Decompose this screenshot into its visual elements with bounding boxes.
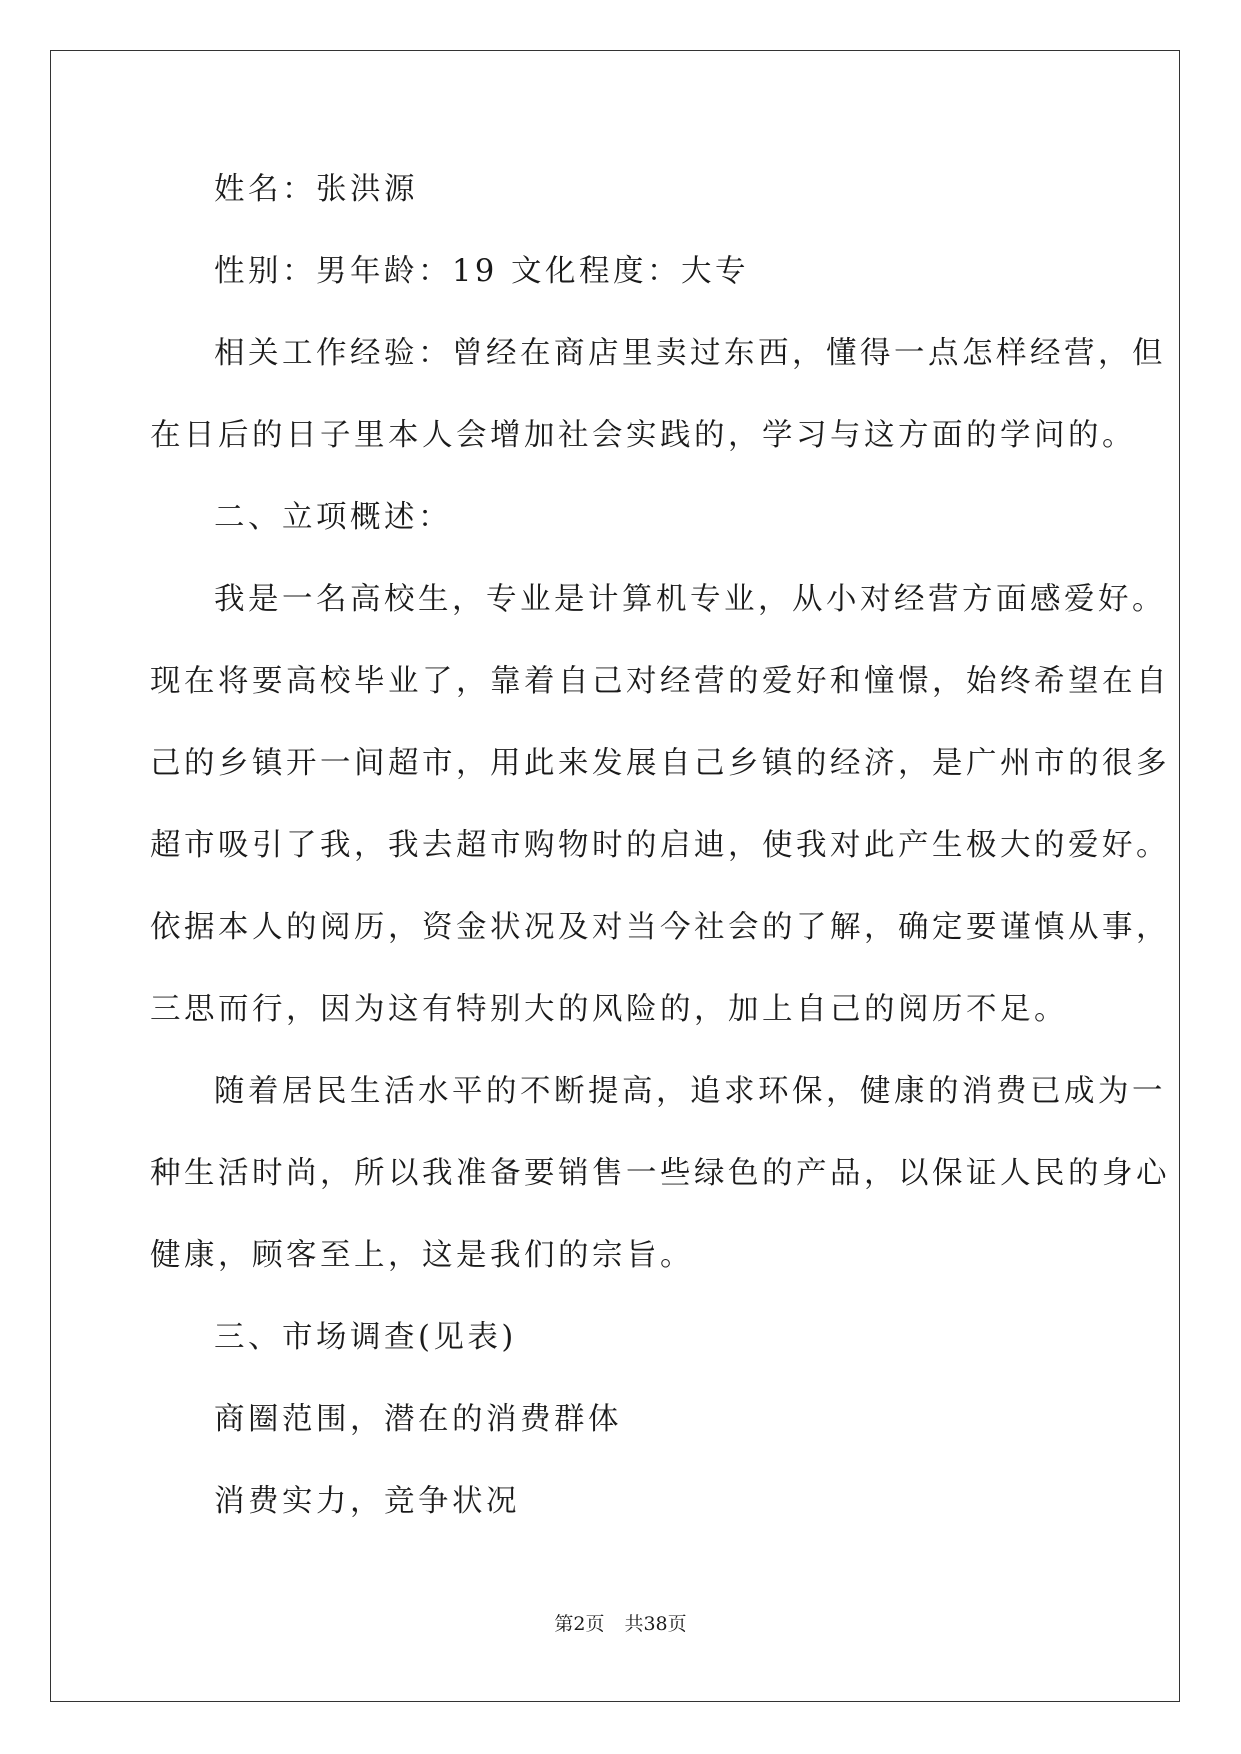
text-line: 健康，顾客至上，这是我们的宗旨。 (150, 1238, 694, 1273)
section-heading: 三、市场调查(见表) (214, 1320, 517, 1355)
text-line: 三思而行，因为这有特别大的风险的，加上自己的阅历不足。 (150, 992, 1068, 1027)
text-line: 随着居民生活水平的不断提高，追求环保，健康的消费已成为一 (214, 1074, 1166, 1109)
text-line: 商圈范围，潜在的消费群体 (214, 1402, 622, 1437)
page-footer (0, 1612, 1241, 1636)
text-line: 性别：男年龄：19 文化程度：大专 (214, 254, 750, 289)
text-line: 种生活时尚，所以我准备要销售一些绿色的产品，以保证人民的身心 (150, 1156, 1170, 1191)
page-total: 共38页 (624, 1613, 687, 1635)
text-line: 现在将要高校毕业了，靠着自己对经营的爱好和憧憬，始终希望在自 (150, 664, 1170, 699)
page-border (50, 50, 1180, 1702)
text-line: 消费实力，竞争状况 (214, 1484, 520, 1519)
text-line: 己的乡镇开一间超市，用此来发展自己乡镇的经济，是广州市的很多 (150, 746, 1170, 781)
text-line: 相关工作经验：曾经在商店里卖过东西，懂得一点怎样经营，但 (214, 336, 1166, 371)
page-number: 第2页 (554, 1613, 605, 1635)
section-heading: 二、立项概述： (214, 500, 452, 535)
text-line: 依据本人的阅历，资金状况及对当今社会的了解，确定要谨慎从事， (150, 910, 1170, 945)
text-line: 超市吸引了我，我去超市购物时的启迪，使我对此产生极大的爱好。 (150, 828, 1170, 863)
text-line: 姓名：张洪源 (214, 172, 418, 207)
text-line: 我是一名高校生，专业是计算机专业，从小对经营方面感爱好。 (214, 582, 1166, 617)
text-line: 在日后的日子里本人会增加社会实践的，学习与这方面的学问的。 (150, 418, 1136, 453)
